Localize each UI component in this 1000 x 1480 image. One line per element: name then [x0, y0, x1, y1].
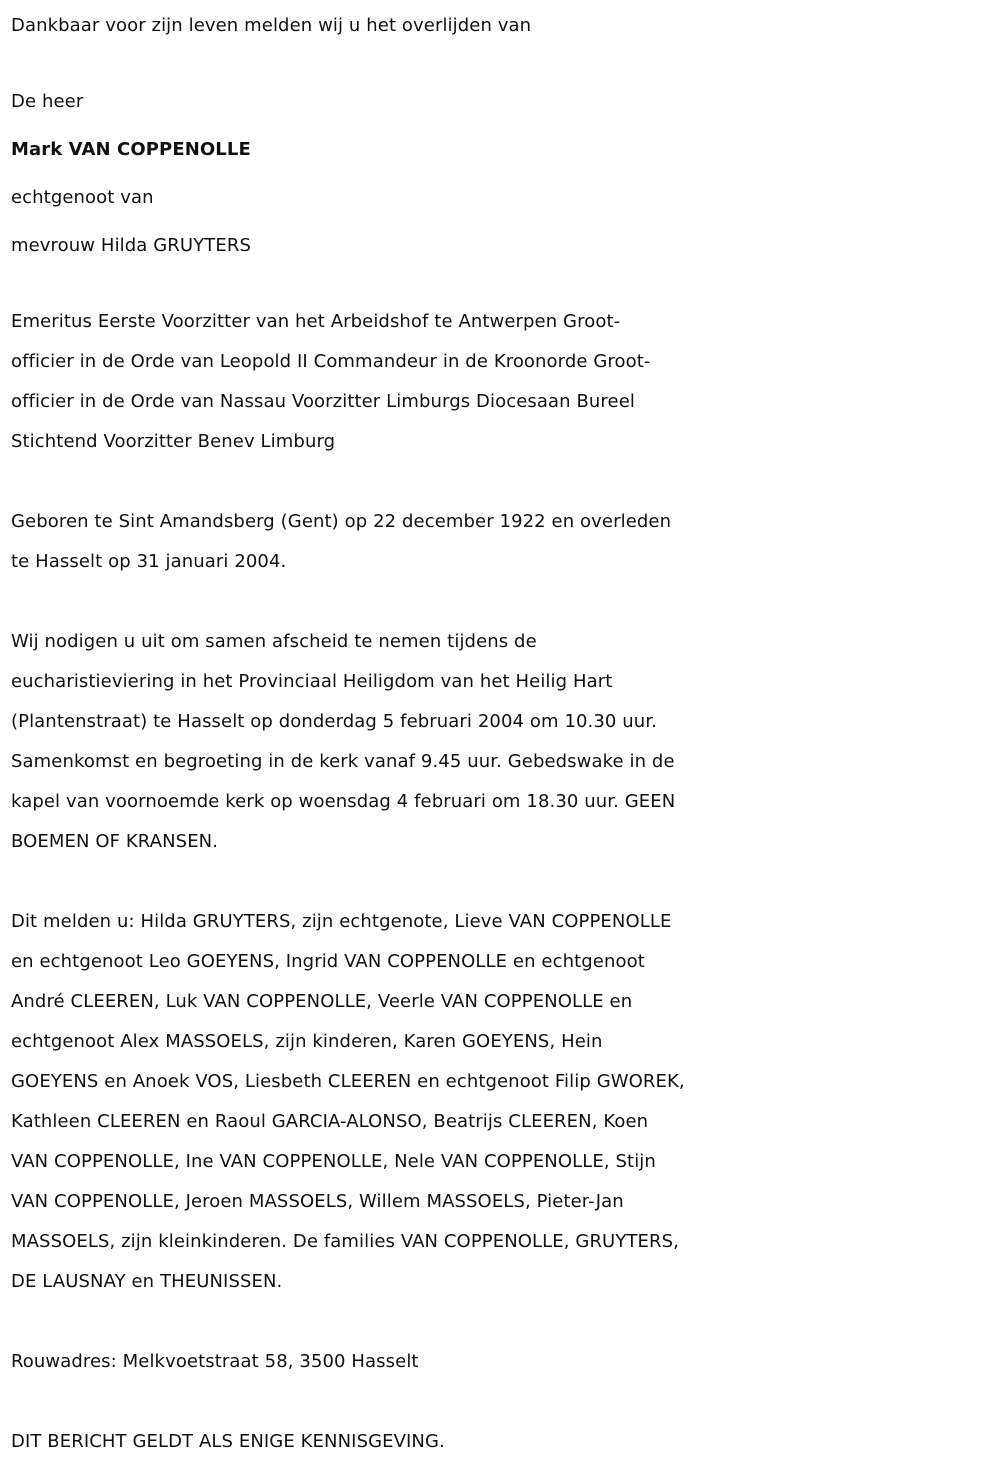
ceremony-line: eucharistieviering in het Provinciaal Heiligdom van het Heilig Hart [11, 671, 613, 692]
ceremony-line: Samenkomst en begroeting in de kerk vanaf 9.45 uur. Gebedswake in de [11, 751, 675, 772]
family-line: MASSOELS, zijn kleinkinderen. De families VAN COPPENOLLE, GRUYTERS, [11, 1231, 679, 1252]
family-line: VAN COPPENOLLE, Ine VAN COPPENOLLE, Nele VAN COPPENOLLE, Stijn [11, 1151, 656, 1172]
titles-line: Stichtend Voorzitter Benev Limburg [11, 431, 336, 452]
ceremony-line: kapel van voornoemde kerk op woensdag 4 februari om 18.30 uur. GEEN [11, 791, 676, 812]
titles-paragraph [11, 302, 991, 462]
mourning-address: Rouwadres: Melkvoetstraat 58, 3500 Hasselt [11, 1351, 419, 1372]
family-line: Kathleen CLEEREN en Raoul GARCIA-ALONSO, Beatrijs CLEEREN, Koen [11, 1111, 649, 1132]
titles-line: officier in de Orde van Nassau Voorzitter Limburgs Diocesaan Bureel [11, 391, 635, 412]
intro-text: Dankbaar voor zijn leven melden wij u het overlijden van [11, 15, 532, 36]
birth-death-line: Geboren te Sint Amandsberg (Gent) op 22 december 1922 en overleden [11, 511, 672, 532]
family-line: DE LAUSNAY en THEUNISSEN. [11, 1271, 283, 1292]
spouse-label: echtgenoot van [11, 187, 154, 208]
spouse-name: mevrouw Hilda GRUYTERS [11, 235, 251, 256]
obituary-notice [11, 0, 991, 1462]
salutation: De heer [11, 91, 84, 112]
ceremony-paragraph [11, 622, 991, 862]
titles-line: Emeritus Eerste Voorzitter van het Arbeidshof te Antwerpen Groot- [11, 311, 621, 332]
family-line: André CLEEREN, Luk VAN COPPENOLLE, Veerle VAN COPPENOLLE en [11, 991, 633, 1012]
family-line: Dit melden u: Hilda GRUYTERS, zijn echtgenote, Lieve VAN COPPENOLLE [11, 911, 672, 932]
family-paragraph [11, 902, 991, 1302]
titles-line: officier in de Orde van Leopold II Commandeur in de Kroonorde Groot- [11, 351, 651, 372]
ceremony-line: Wij nodigen u uit om samen afscheid te nemen tijdens de [11, 631, 537, 652]
family-line: en echtgenoot Leo GOEYENS, Ingrid VAN COPPENOLLE en echtgenoot [11, 951, 645, 972]
family-line: echtgenoot Alex MASSOELS, zijn kinderen, Karen GOEYENS, Hein [11, 1031, 603, 1052]
birth-death-paragraph [11, 502, 991, 582]
family-line: VAN COPPENOLLE, Jeroen MASSOELS, Willem MASSOELS, Pieter-Jan [11, 1191, 624, 1212]
deceased-name: Mark VAN COPPENOLLE [11, 139, 251, 160]
ceremony-line: BOEMEN OF KRANSEN. [11, 831, 219, 852]
closing-statement: DIT BERICHT GELDT ALS ENIGE KENNISGEVING. [11, 1431, 445, 1452]
family-line: GOEYENS en Anoek VOS, Liesbeth CLEEREN en echtgenoot Filip GWOREK, [11, 1071, 685, 1092]
ceremony-line: (Plantenstraat) te Hasselt op donderdag 5 februari 2004 om 10.30 uur. [11, 711, 657, 732]
birth-death-line: te Hasselt op 31 januari 2004. [11, 551, 287, 572]
